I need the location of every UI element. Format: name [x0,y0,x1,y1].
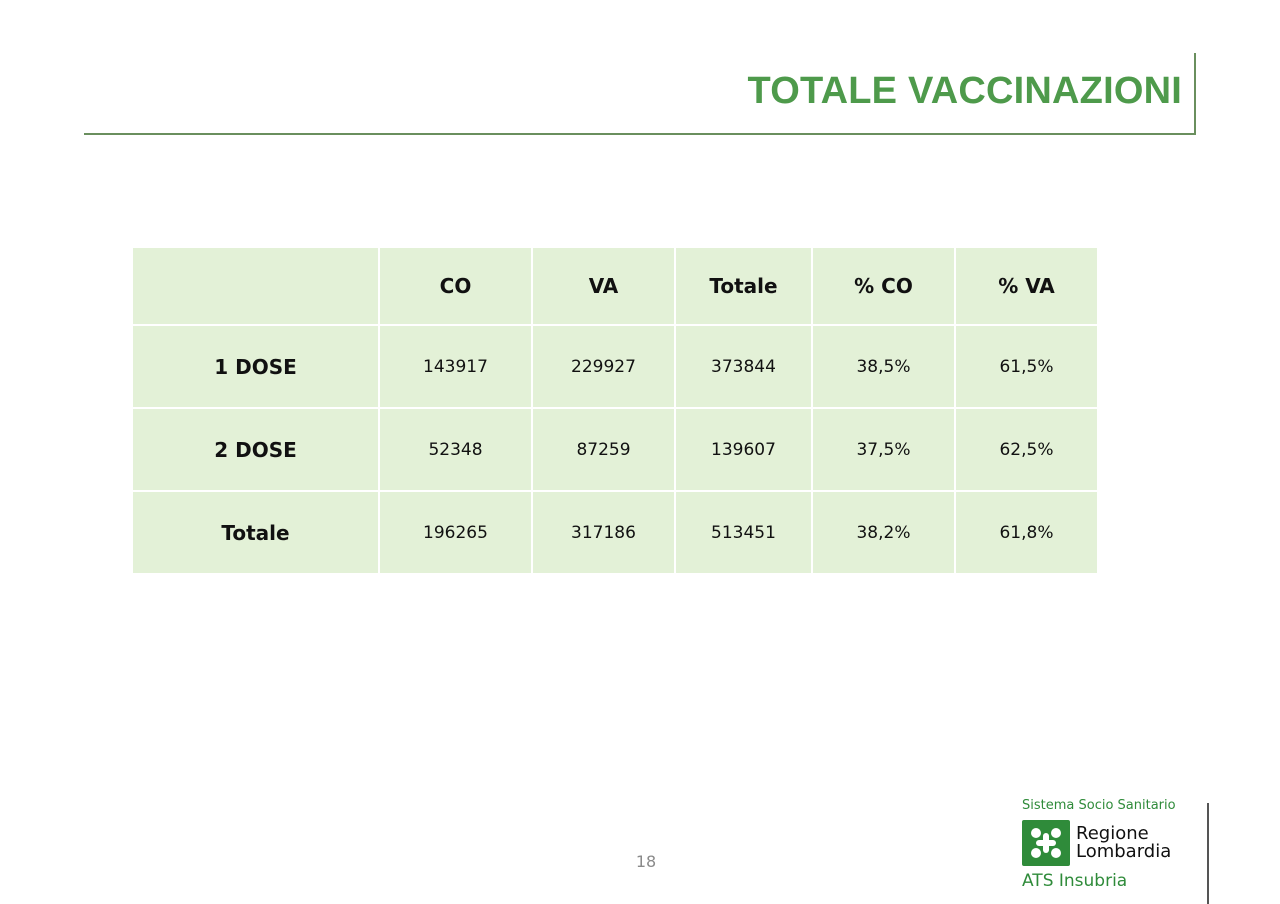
lombardia-rose-icon [1022,820,1070,866]
rosa-camuna-icon [1028,825,1064,861]
logo-name-line1: Regione [1076,823,1149,844]
table-cell: 229927 [532,325,675,408]
header-va: VA [532,247,675,325]
table-row [132,491,1098,574]
table-cell: 62,5% [955,408,1098,491]
table-cell: 317186 [532,491,675,574]
table-cell: 52348 [379,408,532,491]
logo-name [1076,825,1171,861]
regione-lombardia-logo [1022,798,1202,891]
logo-name-line2: Lombardia [1076,841,1172,862]
table-cell: 38,2% [812,491,955,574]
header-totale: Totale [675,247,812,325]
page-title: TOTALE VACCINAZIONI [747,70,1182,112]
logo-bottom-text: ATS Insubria [1022,871,1128,891]
table-cell: 61,5% [955,325,1098,408]
table-cell: 61,8% [955,491,1098,574]
table-cell: 38,5% [812,325,955,408]
logo-vertical-rule [1207,803,1209,904]
row-label: 1 DOSE [132,325,379,408]
header-pct-va: % VA [955,247,1098,325]
table-cell: 37,5% [812,408,955,491]
header-co: CO [379,247,532,325]
table-row [132,325,1098,408]
vaccination-table [131,246,1099,575]
table-cell: 196265 [379,491,532,574]
logo-top-text: Sistema Socio Sanitario [1022,798,1176,813]
title-underline [84,133,1196,135]
table-cell: 87259 [532,408,675,491]
page-number: 18 [635,852,657,871]
logo-mark-row [1022,820,1202,866]
table-cell: 513451 [675,491,812,574]
row-label: Totale [132,491,379,574]
header-pct-co: % CO [812,247,955,325]
row-label: 2 DOSE [132,408,379,491]
title-vertical-rule [1194,53,1196,135]
table-cell: 139607 [675,408,812,491]
table-cell: 143917 [379,325,532,408]
table-row [132,408,1098,491]
header-empty [132,247,379,325]
table-header-row [132,247,1098,325]
table-cell: 373844 [675,325,812,408]
